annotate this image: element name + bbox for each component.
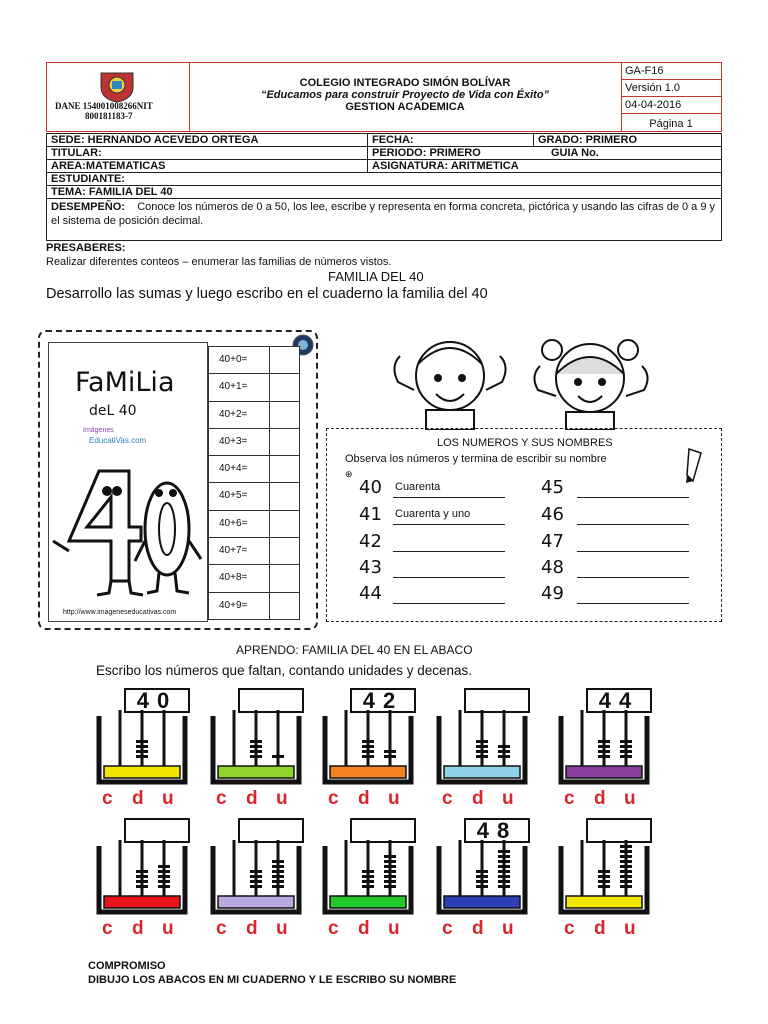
- abacus-bead: [384, 860, 396, 863]
- abacus-bead: [272, 755, 284, 758]
- number-48: 48: [541, 557, 564, 578]
- abacus-bead: [598, 880, 610, 883]
- abacus-place-label: u: [624, 918, 636, 939]
- abacus-place-label: d: [246, 918, 258, 939]
- card-title: FaMiLia: [75, 367, 175, 398]
- abacus-place-label: c: [216, 788, 227, 809]
- sum-label: 40+5=: [219, 490, 248, 502]
- sum-label: 40+8=: [219, 572, 248, 584]
- sum-label: 40+7=: [219, 545, 248, 557]
- abacus-bead: [158, 880, 170, 883]
- sum-label: 40+1=: [219, 381, 248, 393]
- abacus-icon: [96, 840, 188, 916]
- abacus-bead: [272, 860, 284, 863]
- abacus-place-label: u: [162, 788, 174, 809]
- abacus-bead: [498, 755, 510, 758]
- number-40: 40: [359, 477, 382, 498]
- department: GESTION ACADEMICA: [345, 101, 465, 113]
- number-43: 43: [359, 557, 382, 578]
- abacus-bead: [250, 870, 262, 873]
- card-subtitle: deL 40: [89, 403, 137, 419]
- abacus-place-label: u: [276, 788, 288, 809]
- abacus-bead: [498, 850, 510, 853]
- sum-label: 40+0=: [219, 354, 248, 365]
- doc-code: GA-F16: [621, 63, 721, 80]
- abacus-bead: [158, 865, 170, 868]
- abacus-bead: [620, 750, 632, 753]
- abacus-bead: [498, 885, 510, 888]
- abacus-base: [444, 896, 520, 908]
- sum-label: 40+9=: [219, 599, 248, 611]
- sum-label: 40+3=: [219, 435, 248, 447]
- abacus-place-label: d: [594, 918, 606, 939]
- fecha-field: FECHA:: [367, 134, 533, 146]
- sum-label: 40+6=: [219, 517, 248, 529]
- doc-version: Versión 1.0: [621, 80, 721, 97]
- abacus-bead: [598, 885, 610, 888]
- abacus-bead: [136, 870, 148, 873]
- name-40: Cuarenta: [395, 481, 441, 493]
- instruction-text: Desarrollo las sumas y luego escribo en el cuaderno la familia del 40: [46, 286, 488, 302]
- sede-field: SEDE: HERNANDO ACEVEDO ORTEGA: [51, 134, 259, 146]
- abacus-base: [444, 766, 520, 778]
- abacus-bead: [136, 740, 148, 743]
- abacus-bead: [136, 755, 148, 758]
- abacus-place-label: c: [102, 918, 113, 939]
- abacus-bead: [620, 740, 632, 743]
- abacus-bead: [384, 865, 396, 868]
- abacus-bead: [620, 850, 632, 853]
- abacus-bead: [598, 745, 610, 748]
- sum-label: 40+4=: [219, 463, 248, 475]
- abacus-bead: [250, 740, 262, 743]
- abacus-base: [218, 766, 294, 778]
- name-41: Cuarenta y uno: [395, 508, 471, 520]
- abacus-bead: [362, 870, 374, 873]
- abacus-bead: [362, 755, 374, 758]
- abacus-place-label: u: [502, 918, 514, 939]
- abacus-bead: [498, 875, 510, 878]
- doc-page: Página 1: [649, 118, 693, 130]
- abacus-bead: [620, 755, 632, 758]
- abacus-bead: [598, 740, 610, 743]
- asignatura-field: ASIGNATURA: ARITMETICA: [367, 160, 723, 172]
- abacus-bead: [620, 870, 632, 873]
- abacus-bead: [476, 870, 488, 873]
- abacus-place-label: d: [358, 918, 370, 939]
- abacus-bead: [476, 740, 488, 743]
- abacus-bead: [498, 745, 510, 748]
- tema-field: TEMA: FAMILIA DEL 40: [51, 186, 173, 198]
- abacus-bead: [620, 860, 632, 863]
- abacus-icon: [558, 840, 650, 916]
- abacus-place-label: c: [328, 788, 339, 809]
- abacus-place-label: d: [132, 918, 144, 939]
- abacus-bead: [136, 745, 148, 748]
- abacus-icon: [558, 710, 650, 786]
- abacus-place-label: d: [358, 788, 370, 809]
- abacus-bead: [272, 865, 284, 868]
- abacus-base: [330, 896, 406, 908]
- abacus-number-box: 48: [464, 818, 530, 843]
- presaberes-text: Realizar diferentes conteos – enumerar las familias de números vistos.: [46, 256, 392, 268]
- compromiso-label: COMPROMISO: [88, 960, 166, 972]
- abacus-bead: [250, 885, 262, 888]
- periodo-field: PERIODO: PRIMERO: [367, 147, 533, 159]
- abacus-bead: [250, 750, 262, 753]
- abacus-bead: [620, 875, 632, 878]
- abacus-bead: [498, 855, 510, 858]
- abacus-bead: [362, 745, 374, 748]
- number-41: 41: [359, 504, 382, 525]
- abacus-place-label: c: [564, 788, 575, 809]
- abacus-bead: [250, 745, 262, 748]
- abacus-bead: [250, 880, 262, 883]
- abacus-bead: [362, 880, 374, 883]
- abacus-place-label: d: [594, 788, 606, 809]
- abacus-base: [104, 766, 180, 778]
- number-49: 49: [541, 583, 564, 604]
- abacus-bead: [384, 880, 396, 883]
- abacus-bead: [384, 885, 396, 888]
- abacus-bead: [598, 875, 610, 878]
- abacus-place-label: c: [328, 918, 339, 939]
- abacus-bead: [598, 755, 610, 758]
- abacus-bead: [620, 745, 632, 748]
- abacus-bead: [384, 855, 396, 858]
- abacus-bead: [498, 750, 510, 753]
- doc-date: 04-04-2016: [621, 97, 721, 114]
- desempeno-label: DESEMPEÑO:: [51, 201, 125, 213]
- brand-line-2: EducatiVas.com: [89, 436, 147, 445]
- abacus-bead: [272, 885, 284, 888]
- abacus-bead: [158, 870, 170, 873]
- familia-title: FAMILIA DEL 40: [328, 269, 424, 284]
- number-45: 45: [541, 477, 564, 498]
- plus-icon: ⊕: [345, 469, 353, 479]
- abacus-bead: [620, 885, 632, 888]
- abacus-icon: [210, 710, 302, 786]
- number-42: 42: [359, 531, 382, 552]
- abacus-place-label: u: [624, 788, 636, 809]
- abacus-bead: [272, 880, 284, 883]
- abacus-icon: [436, 710, 528, 786]
- abacus-icon: [322, 840, 414, 916]
- area-field: AREA:MATEMATICAS: [51, 160, 166, 172]
- school-motto: “Educamos para construir Proyecto de Vida con Éxito”: [260, 89, 550, 101]
- abacus-bead: [620, 845, 632, 848]
- nit-text: 800181183-7: [85, 111, 133, 121]
- abacus-place-label: d: [472, 918, 484, 939]
- abacus-place-label: u: [162, 918, 174, 939]
- abacus-place-label: d: [472, 788, 484, 809]
- number-44: 44: [359, 583, 382, 604]
- abacus-bead: [620, 855, 632, 858]
- card-url: http://www.imageneseducativas.com: [63, 609, 177, 616]
- dane-text: DANE 154001008266NIT: [55, 101, 153, 111]
- abacus-bead: [476, 750, 488, 753]
- abacus-bead: [498, 860, 510, 863]
- estudiante-field: ESTUDIANTE:: [51, 173, 125, 185]
- sum-label: 40+2=: [219, 408, 248, 420]
- grado-field: GRADO: PRIMERO: [533, 134, 723, 146]
- compromiso-text: DIBUJO LOS ABACOS EN MI CUADERNO Y LE ESCRIBO SU NOMBRE: [88, 974, 457, 986]
- abacus-bead: [136, 875, 148, 878]
- abacus-place-label: d: [132, 788, 144, 809]
- abacus-bead: [272, 875, 284, 878]
- abacus-number-box: 44: [586, 688, 652, 713]
- guia-field: GUIA No.: [551, 147, 599, 159]
- abacus-bead: [384, 870, 396, 873]
- abacus-bead: [384, 875, 396, 878]
- abacus-icon: [96, 710, 188, 786]
- abacus-bead: [598, 750, 610, 753]
- abacus-bead: [620, 880, 632, 883]
- names-card-title: LOS NUMEROS Y SUS NOMBRES: [437, 437, 613, 449]
- abacus-place-label: u: [388, 788, 400, 809]
- abacus-base: [104, 896, 180, 908]
- abacus-place-label: c: [442, 788, 453, 809]
- abacus-bead: [476, 880, 488, 883]
- number-47: 47: [541, 531, 564, 552]
- abacus-place-label: c: [442, 918, 453, 939]
- abacus-number-box: 40: [124, 688, 190, 713]
- abacus-bead: [250, 875, 262, 878]
- abacus-place-label: c: [102, 788, 113, 809]
- abacus-bead: [362, 750, 374, 753]
- abacus-place-label: u: [388, 918, 400, 939]
- number-46: 46: [541, 504, 564, 525]
- desempeno-text: Conoce los números de 0 a 50, los lee, escribe y representa en forma concreta, pictórica y usando las cifras de 0 a 9 y el sistema de posición decimal.: [51, 201, 716, 227]
- abacus-bead: [498, 880, 510, 883]
- abacus-place-label: u: [502, 788, 514, 809]
- abacus-place-label: u: [276, 918, 288, 939]
- abacus-bead: [384, 750, 396, 753]
- abacus-bead: [136, 885, 148, 888]
- abaco-title: APRENDO: FAMILIA DEL 40 EN EL ABACO: [236, 643, 473, 657]
- abacus-bead: [384, 755, 396, 758]
- abacus-bead: [476, 745, 488, 748]
- abacus-bead: [272, 870, 284, 873]
- abacus-number-box: 42: [350, 688, 416, 713]
- abacus-icon: [436, 840, 528, 916]
- abacus-bead: [620, 865, 632, 868]
- abacus-bead: [498, 865, 510, 868]
- abacus-place-label: c: [216, 918, 227, 939]
- brand-line-1: Imágenes: [83, 427, 114, 434]
- names-card-subtitle: Observa los números y termina de escribir su nombre: [345, 453, 607, 465]
- abacus-place-label: d: [246, 788, 258, 809]
- abaco-subtitle: Escribo los números que faltan, contando unidades y decenas.: [96, 663, 472, 678]
- abacus-bead: [250, 755, 262, 758]
- abacus-base: [566, 896, 642, 908]
- abacus-bead: [476, 875, 488, 878]
- abacus-bead: [362, 875, 374, 878]
- abacus-bead: [476, 885, 488, 888]
- abacus-bead: [498, 870, 510, 873]
- abacus-base: [566, 766, 642, 778]
- abacus-bead: [158, 875, 170, 878]
- abacus-bead: [136, 880, 148, 883]
- abacus-bead: [476, 755, 488, 758]
- presaberes-label: PRESABERES:: [46, 242, 126, 254]
- abacus-bead: [362, 740, 374, 743]
- abacus-icon: [210, 840, 302, 916]
- abacus-bead: [362, 885, 374, 888]
- abacus-bead: [136, 750, 148, 753]
- abacus-base: [218, 896, 294, 908]
- school-name: COLEGIO INTEGRADO SIMÓN BOLÍVAR: [299, 77, 511, 89]
- abacus-base: [330, 766, 406, 778]
- abacus-bead: [158, 885, 170, 888]
- abacus-place-label: c: [564, 918, 575, 939]
- titular-field: TITULAR:: [51, 147, 102, 159]
- abacus-bead: [598, 870, 610, 873]
- abacus-icon: [322, 710, 414, 786]
